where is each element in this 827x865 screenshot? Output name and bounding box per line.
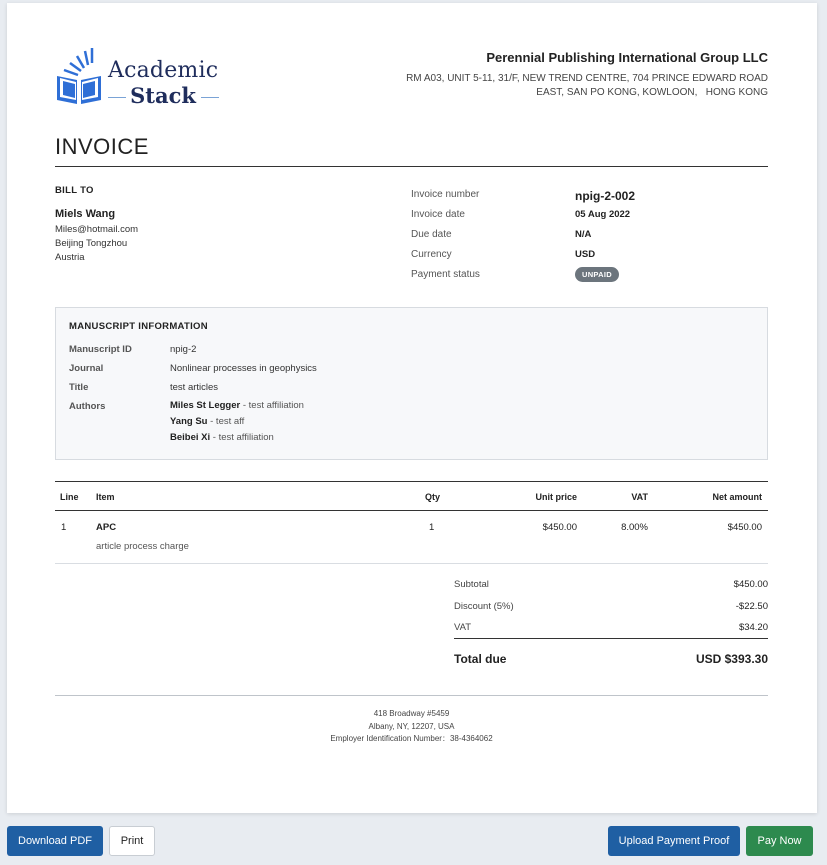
company-address-line2: EAST, SAN PO KONG, KOWLOON, HONG KONG bbox=[536, 87, 768, 98]
company-address bbox=[406, 72, 768, 100]
book-rays-icon bbox=[55, 48, 103, 106]
subtotal-label: Subtotal bbox=[454, 579, 489, 590]
company-address-line1: RM A03, UNIT 5-11, 31/F, NEW TREND CENTRE, 704 PRINCE EDWARD ROAD bbox=[406, 73, 768, 84]
meta-payment-status: Payment status UNPAID bbox=[411, 269, 768, 289]
meta-due-date: Due date N/A bbox=[411, 229, 592, 240]
meta-invoice-date: Invoice date 05 Aug 2022 bbox=[411, 209, 631, 220]
author-item: Yang Su - test aff bbox=[170, 416, 245, 427]
discount-value: -$22.50 bbox=[735, 601, 768, 612]
manuscript-info-box: MANUSCRIPT INFORMATION Manuscript ID npig-2 Journal Nonlinear processes in geophysics Title test articles Authors Miles St Legger - test affiliation Yang Su - test aff Beibei Xi - test affiliation bbox=[55, 307, 768, 460]
table-top-rule bbox=[55, 481, 768, 482]
bill-to-email: Miles@hotmail.com bbox=[55, 224, 139, 235]
logo-rule-right bbox=[201, 97, 219, 98]
total-due-label: Total due bbox=[454, 652, 507, 666]
vat-value: $34.20 bbox=[738, 622, 768, 633]
author-item: Miles St Legger - test affiliation bbox=[170, 400, 304, 411]
status-badge: UNPAID bbox=[575, 267, 619, 282]
row-unit-price: $450.00 bbox=[542, 522, 577, 533]
bill-to-heading: BILL TO bbox=[55, 185, 94, 196]
subtotal-value: $450.00 bbox=[733, 579, 768, 590]
author-item: Beibei Xi - test affiliation bbox=[170, 432, 274, 443]
row-qty: 1 bbox=[429, 522, 435, 533]
totals-rule bbox=[454, 638, 768, 639]
vat-label: VAT bbox=[454, 622, 472, 633]
logo-word-academic: Academic bbox=[108, 58, 219, 83]
meta-currency: Currency USD bbox=[411, 249, 596, 260]
table-bottom-rule bbox=[55, 563, 768, 564]
pay-now-button[interactable]: Pay Now bbox=[746, 826, 813, 856]
bill-to-country: Austria bbox=[55, 252, 85, 263]
author-list bbox=[170, 398, 304, 446]
academic-stack-logo bbox=[55, 48, 225, 106]
footer-ein: Employer Identification Number：38-4364062 bbox=[330, 734, 493, 743]
row-vat: 8.00% bbox=[621, 522, 648, 533]
invoice-title: INVOICE bbox=[55, 134, 149, 159]
col-header-unit-price: Unit price bbox=[535, 492, 577, 502]
meta-invoice-number: Invoice number npig-2-002 bbox=[411, 189, 636, 203]
print-button[interactable]: Print bbox=[109, 826, 155, 856]
bill-to-name: Miels Wang bbox=[55, 208, 116, 220]
col-header-qty: Qty bbox=[425, 492, 441, 502]
invoice-content bbox=[55, 3, 768, 813]
company-block bbox=[406, 50, 768, 100]
title-divider bbox=[55, 166, 768, 167]
row-net-amount: $450.00 bbox=[727, 522, 762, 533]
col-header-vat: VAT bbox=[631, 492, 648, 502]
total-due-value: USD $393.30 bbox=[695, 652, 768, 666]
invoice-sheet bbox=[7, 3, 817, 813]
row-line: 1 bbox=[61, 522, 67, 533]
bill-to-block bbox=[55, 185, 138, 263]
row-item: APC bbox=[96, 522, 117, 533]
upload-payment-proof-button[interactable]: Upload Payment Proof bbox=[608, 826, 740, 856]
footer-rule bbox=[55, 695, 768, 696]
company-name: Perennial Publishing International Group LLC bbox=[486, 50, 768, 65]
col-header-line: Line bbox=[60, 492, 79, 502]
table-header-rule bbox=[55, 510, 768, 511]
manuscript-heading: MANUSCRIPT INFORMATION bbox=[69, 321, 208, 332]
bill-to-city: Beijing Tongzhou bbox=[55, 238, 128, 249]
download-pdf-button[interactable]: Download PDF bbox=[7, 826, 103, 856]
row-description: article process charge bbox=[96, 541, 189, 552]
col-header-item: Item bbox=[96, 492, 115, 502]
discount-label: Discount (5%) bbox=[454, 601, 514, 612]
col-header-net-amount: Net amount bbox=[712, 492, 762, 502]
logo-word-stack: Stack bbox=[130, 83, 196, 108]
footer-address-line1: 418 Broadway #5459 bbox=[373, 709, 450, 718]
invoice-meta bbox=[411, 187, 768, 289]
invoice-footer bbox=[55, 708, 768, 746]
footer-address-line2: Albany, NY, 12207, USA bbox=[368, 721, 455, 731]
